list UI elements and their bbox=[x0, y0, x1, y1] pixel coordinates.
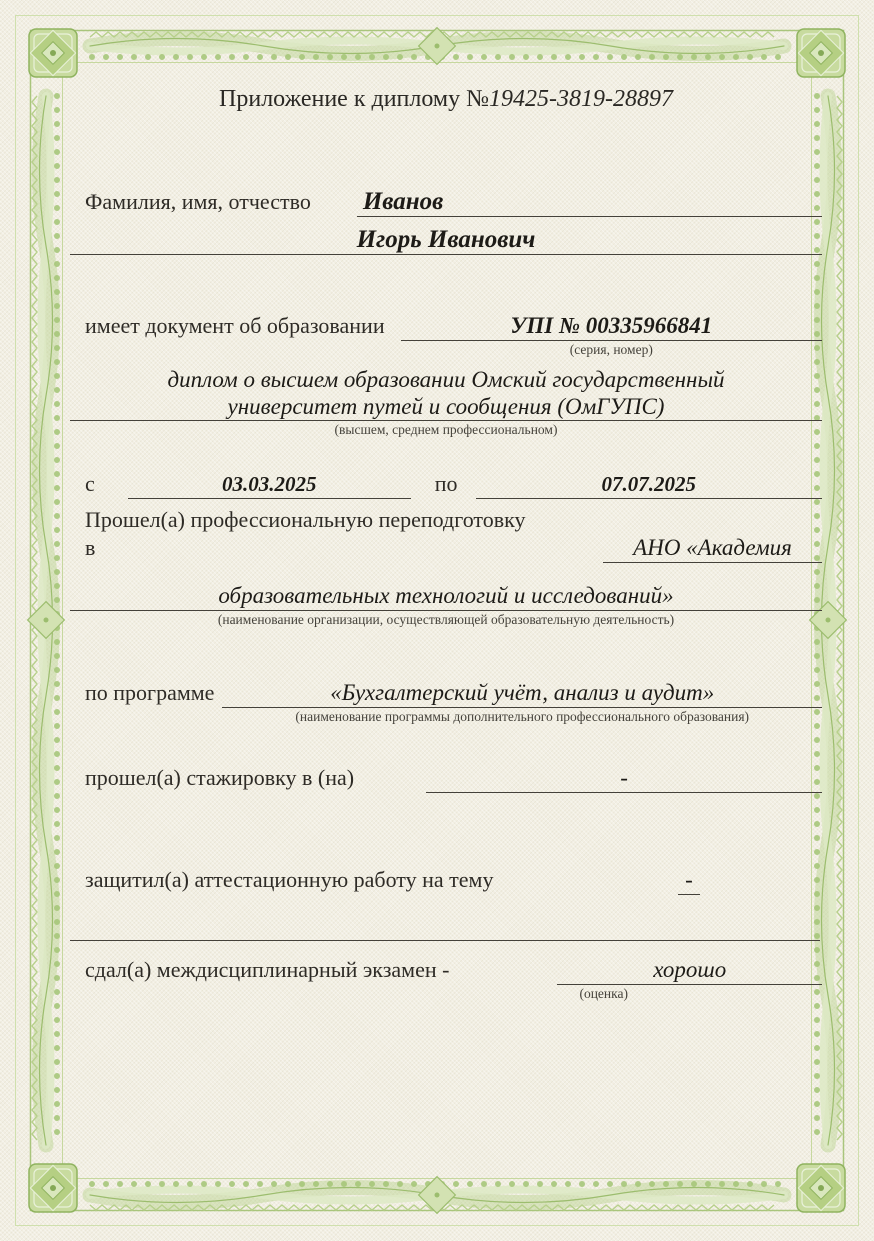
thesis-label: защитил(а) аттестационную работу на тему bbox=[85, 867, 494, 892]
period-from-label: с bbox=[85, 471, 95, 496]
period-to-label: по bbox=[434, 471, 458, 496]
education-doc-type-line2-text: университет путей и сообщения (ОмГУПС) bbox=[227, 394, 665, 419]
education-doc-label: имеет документ об образовании bbox=[85, 313, 385, 338]
exam-label: сдал(а) междисциплинарный экзамен - bbox=[85, 957, 450, 982]
program-row bbox=[85, 679, 822, 724]
organization-field-line1 bbox=[603, 534, 822, 563]
internship-row bbox=[85, 764, 822, 793]
surname-value: Иванов bbox=[362, 188, 444, 215]
retraining-statement-row bbox=[85, 506, 822, 534]
organization-row-1 bbox=[85, 534, 822, 563]
education-doc-caption: (серия, номер) bbox=[569, 342, 653, 357]
education-document-row bbox=[85, 312, 822, 357]
given-names-row bbox=[70, 226, 822, 255]
period-to-value: 07.07.2025 bbox=[601, 472, 697, 496]
exam-caption: (оценка) bbox=[579, 986, 628, 1001]
internship-label: прошел(а) стажировку в (на) bbox=[85, 765, 355, 790]
thesis-value: - bbox=[685, 867, 693, 892]
title-prefix: Приложение к диплому № bbox=[219, 86, 489, 112]
organization-value-line1: АНО «Академия bbox=[633, 535, 792, 560]
education-doc-type-line1 bbox=[70, 366, 822, 393]
internship-value: - bbox=[620, 765, 628, 790]
exam-grade-value: хорошо bbox=[653, 957, 727, 982]
organization-row-2 bbox=[70, 582, 822, 627]
given-names-field bbox=[70, 226, 822, 255]
education-doc-type-block bbox=[70, 366, 822, 437]
education-doc-type-line1-text: диплом о высшем образовании Омский государственный bbox=[167, 367, 725, 392]
name-label: Фамилия, имя, отчество bbox=[85, 189, 311, 214]
period-row bbox=[85, 470, 822, 499]
organization-in-label: в bbox=[85, 535, 96, 560]
organization-value-line2: образовательных технологий и исследований» bbox=[218, 583, 674, 608]
surname-field bbox=[357, 188, 822, 217]
period-to-field bbox=[476, 470, 822, 499]
exam-field bbox=[557, 956, 822, 1001]
organization-field-line2 bbox=[70, 582, 822, 627]
program-value: «Бухгалтерский учёт, анализ и аудит» bbox=[330, 680, 715, 705]
period-from-value: 03.03.2025 bbox=[222, 472, 317, 496]
education-doc-type-line2 bbox=[70, 393, 822, 437]
thesis-field bbox=[678, 866, 700, 895]
thesis-row bbox=[85, 866, 822, 895]
education-doc-value: УПI № 00335966841 bbox=[510, 313, 713, 338]
period-from-field bbox=[128, 470, 411, 499]
full-name-row bbox=[85, 188, 822, 217]
program-field bbox=[222, 679, 822, 724]
education-doc-type-caption: (высшем, среднем профессиональном) bbox=[334, 422, 558, 437]
organization-caption: (наименование организации, осуществляющей образовательную деятельность) bbox=[217, 612, 675, 627]
education-doc-field bbox=[401, 312, 822, 357]
internship-field bbox=[426, 764, 822, 793]
program-label: по программе bbox=[85, 680, 215, 705]
exam-row bbox=[85, 956, 822, 1001]
thesis-empty-line bbox=[70, 912, 820, 941]
program-caption: (наименование программы дополнительного профессионального образования) bbox=[295, 709, 750, 724]
retraining-statement: Прошел(а) профессиональную переподготовку bbox=[85, 507, 526, 532]
given-names-value: Игорь Иванович bbox=[356, 226, 536, 253]
diploma-number: 19425-3819-28897 bbox=[489, 86, 673, 112]
document-title bbox=[70, 84, 822, 114]
